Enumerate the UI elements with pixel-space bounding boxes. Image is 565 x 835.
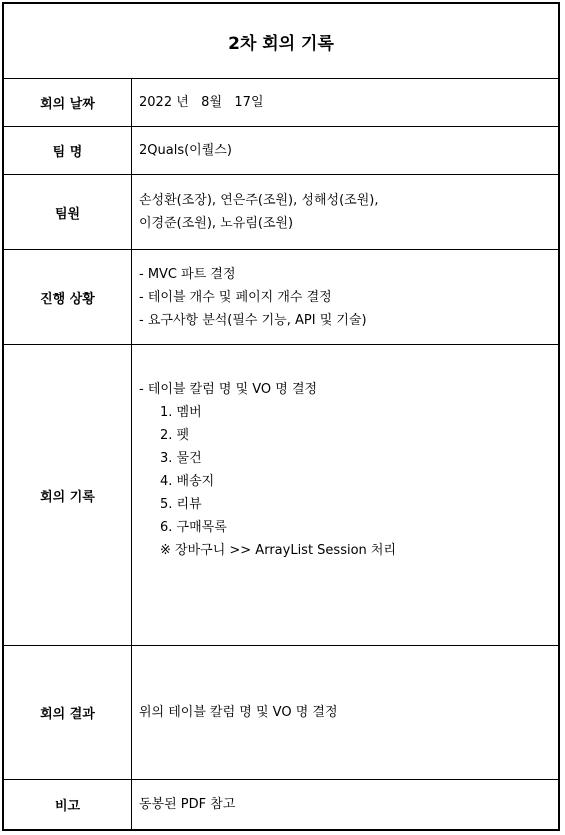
row-meeting-result	[4, 646, 558, 780]
value-meeting-date	[132, 79, 558, 126]
value-remarks	[132, 780, 558, 829]
label-team-name: 팀 명	[4, 127, 132, 174]
document-title: 2차 회의 기록	[4, 4, 558, 79]
row-meeting-date	[4, 79, 558, 127]
record-item: 4. 배송지	[160, 474, 215, 489]
row-meeting-record	[4, 345, 558, 646]
progress-item: - 테이블 개수 및 페이지 개수 결정	[139, 289, 332, 305]
row-remarks	[4, 780, 558, 829]
record-item: 5. 리뷰	[160, 497, 202, 512]
record-item: 1. 멤버	[160, 405, 202, 420]
row-progress	[4, 250, 558, 345]
record-note: ※ 장바구니 >> ArrayList Session 처리	[160, 543, 397, 558]
meeting-result-text: 위의 테이블 칼럼 명 및 VO 명 결정	[139, 705, 338, 720]
members-line: 이경준(조원), 노유림(조원)	[139, 216, 294, 231]
record-item: 3. 물건	[160, 451, 202, 466]
record-item: 2. 펫	[160, 428, 190, 443]
meeting-date-text: 2022 년 8월 17일	[139, 95, 264, 110]
meeting-record-table	[2, 2, 560, 831]
label-meeting-record: 회의 기록	[4, 345, 132, 645]
members-line: 손성환(조장), 연은주(조원), 성해성(조원),	[139, 193, 379, 208]
row-team-members	[4, 175, 558, 250]
value-meeting-result	[132, 646, 558, 779]
label-team-members: 팀원	[4, 175, 132, 249]
row-team-name	[4, 127, 558, 175]
value-progress	[132, 250, 558, 344]
record-heading: - 테이블 칼럼 명 및 VO 명 결정	[139, 382, 318, 397]
label-meeting-result: 회의 결과	[4, 646, 132, 779]
progress-item: - 요구사항 분석(필수 기능, API 및 기술)	[139, 312, 367, 328]
label-remarks: 비고	[4, 780, 132, 829]
record-item: 6. 구매목록	[160, 520, 227, 535]
label-meeting-date: 회의 날짜	[4, 79, 132, 126]
progress-item: - MVC 파트 결정	[139, 266, 236, 282]
team-name-text: 2Quals(이퀄스)	[139, 143, 232, 158]
value-team-members	[132, 175, 558, 249]
value-meeting-record	[132, 345, 558, 645]
label-progress: 진행 상황	[4, 250, 132, 344]
remarks-text: 동봉된 PDF 참고	[139, 797, 236, 812]
value-team-name	[132, 127, 558, 174]
